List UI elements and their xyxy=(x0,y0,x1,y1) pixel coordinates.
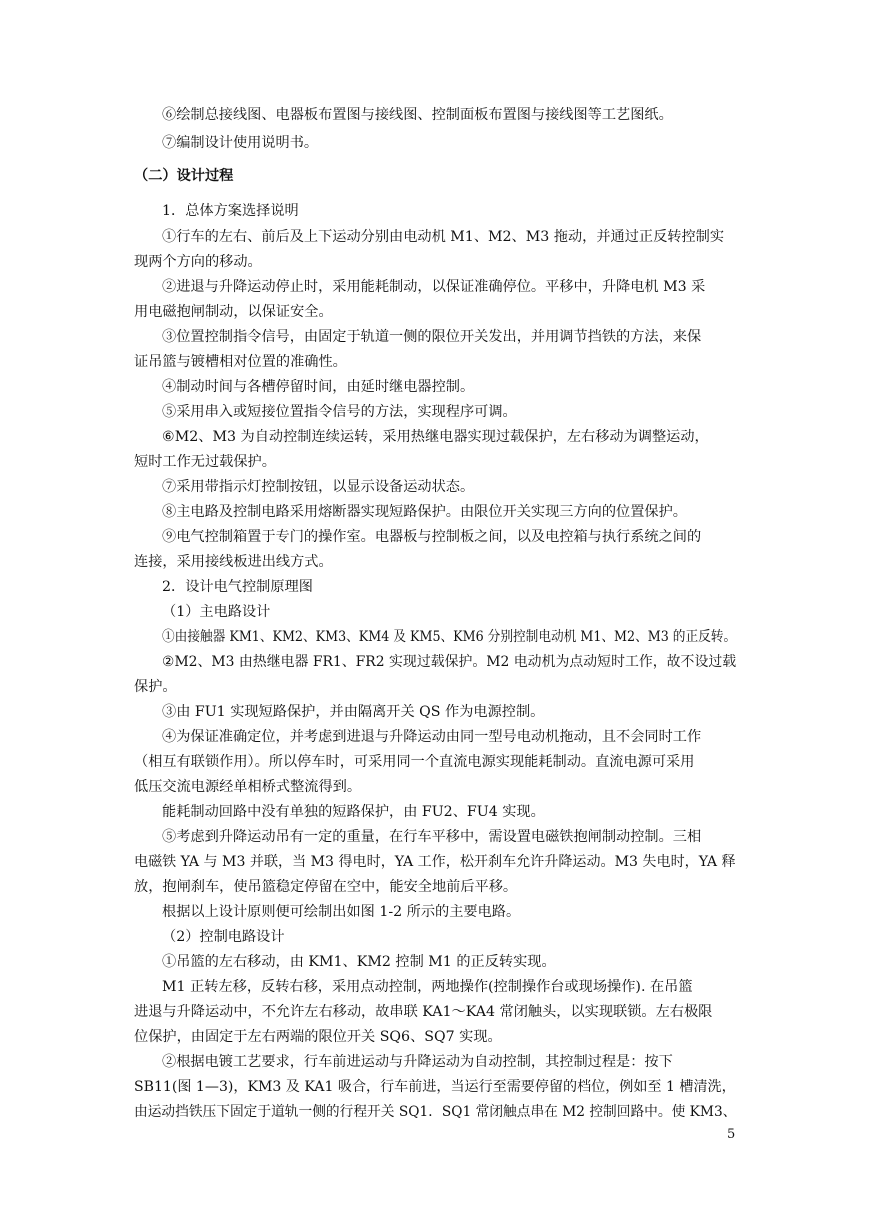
text-line: （相互有联锁作用）。所以停车时，可采用同一个直流电源实现能耗制动。直流电源可采用 xyxy=(134,754,695,770)
text-line: ⑥M2、M3 为自动控制连续运转，采用热继电器实现过载保护，左右移动为调整运动， xyxy=(162,429,709,445)
text-line: ①由接触器 KM1、KM2、KM3、KM4 及 KM5、KM6 分别控制电动机 M1、M2、M3 的正反转。 xyxy=(162,629,737,645)
text-line: ⑦编制设计使用说明书。 xyxy=(162,135,319,151)
text-line: ⑤采用串入或短接位置指令信号的方法，实现程序可调。 xyxy=(162,404,517,420)
text-line: 现两个方向的移动。 xyxy=(134,254,262,270)
section-heading: （二）设计过程 xyxy=(134,168,234,184)
text-line: 根据以上设计原则便可绘制出如图 1-2 所示的主要电路。 xyxy=(162,904,521,920)
text-line: ④制动时间与各槽停留时间，由延时继电器控制。 xyxy=(162,379,475,395)
text-line: ④为保证准确定位，并考虑到进退与升降运动由同一型号电动机拖动，且不会同时工作 xyxy=(162,729,702,745)
text-line: 证吊篮与镀槽相对位置的准确性。 xyxy=(134,354,347,370)
text-line: M1 正转左移，反转右移，采用点动控制，两地操作(控制操作台或现场操作). 在吊篮 xyxy=(162,979,693,995)
text-line: 2．设计电气控制原理图 xyxy=(162,579,313,595)
text-line: ⑧主电路及控制电路采用熔断器实现短路保护。由限位开关实现三方向的位置保护。 xyxy=(162,504,687,520)
text-line: 电磁铁 YA 与 M3 并联，当 M3 得电时，YA 工作，松开刹车允许升降运动。M3 失电时，YA 释 xyxy=(134,854,736,870)
text-line: ①吊篮的左右移动，由 KM1、KM2 控制 M1 的正反转实现。 xyxy=(162,954,556,970)
text-line: 1．总体方案选择说明 xyxy=(162,203,299,219)
text-line: 能耗制动回路中没有单独的短路保护，由 FU2、FU4 实现。 xyxy=(162,804,545,820)
text-line: ⑨电气控制箱置于专门的操作室。电器板与控制板之间，以及电控箱与执行系统之间的 xyxy=(162,529,702,545)
text-line: 位保护，由固定于左右两端的限位开关 SQ6、SQ7 实现。 xyxy=(134,1029,502,1045)
text-line: ③位置控制指令信号，由固定于轨道一侧的限位开关发出，并用调节挡铁的方法，来保 xyxy=(162,329,702,345)
text-line: 保护。 xyxy=(134,679,177,695)
text-line: ③由 FU1 实现短路保护，并由隔离开关 QS 作为电源控制。 xyxy=(162,704,545,720)
text-line: SB11(图 1—3)，KM3 及 KA1 吸合，行车前进，当运行至需要停留的档位，例如至 1 槽清洗， xyxy=(134,1079,736,1095)
text-line: 用电磁抱闸制动，以保证安全。 xyxy=(134,304,333,320)
text-line: （1）主电路设计 xyxy=(162,604,271,620)
text-line: ⑥绘制总接线图、电器板布置图与接线图、控制面板布置图与接线图等工艺图纸。 xyxy=(162,107,673,123)
text-line: 由运动挡铁压下固定于道轨一侧的行程开关 SQ1．SQ1 常闭触点串在 M2 控制回路中。使 KM3、 xyxy=(134,1104,737,1120)
text-line: ②进退与升降运动停止时，采用能耗制动，以保证准确停位。平移中，升降电机 M3 采 xyxy=(162,279,706,295)
text-line: 放，抱闸刹车，使吊篮稳定停留在空中，能安全地前后平移。 xyxy=(134,879,518,895)
text-line: （2）控制电路设计 xyxy=(162,929,285,945)
text-line: ②M2、M3 由热继电器 FR1、FR2 实现过载保护。M2 电动机为点动短时工作，故不设过载 xyxy=(162,654,737,670)
text-line: 短时工作无过载保护。 xyxy=(134,454,276,470)
text-line: ⑤考虑到升降运动吊有一定的重量，在行车平移中，需设置电磁铁抱闸制动控制。三相 xyxy=(162,829,702,845)
page-number: 5 xyxy=(727,1127,736,1142)
text-line: ②根据电镀工艺要求，行车前进运动与升降运动为自动控制，其控制过程是：按下 xyxy=(162,1054,673,1070)
text-line: 低压交流电源经单相桥式整流得到。 xyxy=(134,779,362,795)
text-line: 进退与升降运动中，不允许左右移动，故串联 KA1～KA4 常闭触头，以实现联锁。左右极限 xyxy=(134,1004,713,1020)
text-line: ①行车的左右、前后及上下运动分别由电动机 M1、M2、M3 拖动，并通过正反转控制实 xyxy=(162,229,725,245)
text-line: ⑦采用带指示灯控制按钮，以显示设备运动状态。 xyxy=(162,479,475,495)
text-line: 连接，采用接线板进出线方式。 xyxy=(134,554,333,570)
